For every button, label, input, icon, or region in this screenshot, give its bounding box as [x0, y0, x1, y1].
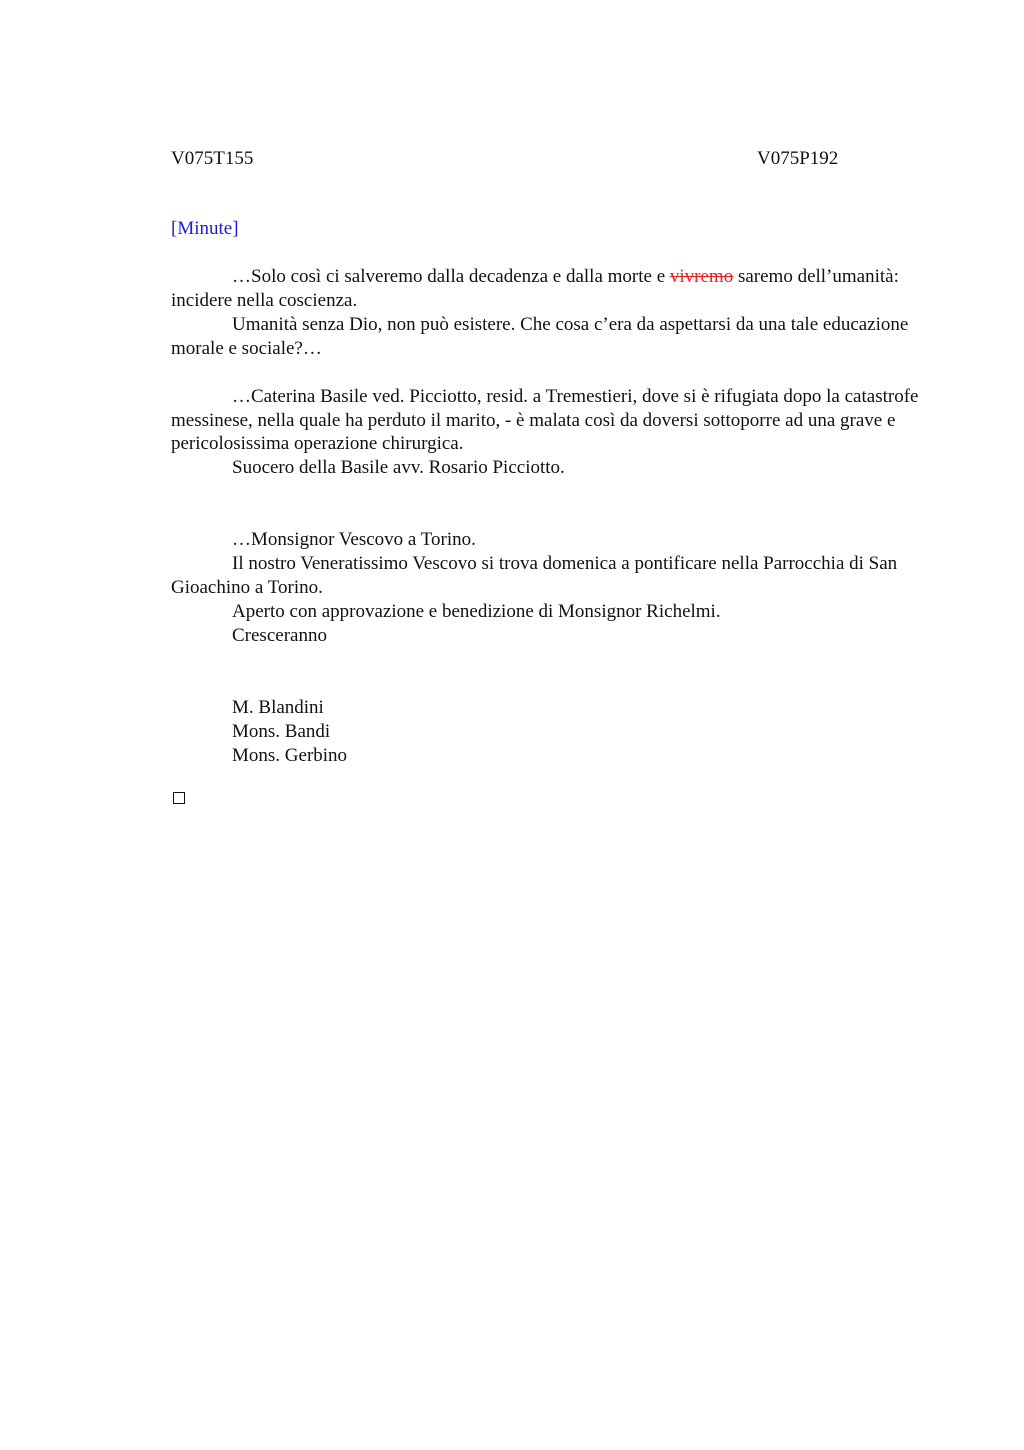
- paragraph-5: …Monsignor Vescovo a Torino.: [232, 529, 476, 551]
- paragraph-6: Il nostro Veneratissimo Vescovo si trova domenica a pontificare nella Parrocchia di San Gioachino a Torino.: [171, 553, 898, 599]
- paragraph-1-text-start: …Solo così ci salveremo dalla decadenza e dalla morte e: [232, 266, 670, 287]
- name-line: Mons. Bandi: [232, 720, 331, 742]
- paragraph-spacer: [171, 361, 931, 385]
- checkbox-square-icon[interactable]: [173, 792, 185, 804]
- paragraph-1: [171, 265, 931, 313]
- document-body: [171, 265, 931, 768]
- paragraph-1-text-end: saremo dell’umanità: incidere nella coscienza.: [171, 266, 899, 311]
- paragraph-8: Cresceranno: [232, 624, 327, 646]
- name-line: Mons. Gerbino: [232, 744, 348, 766]
- paragraph-spacer: [171, 480, 931, 528]
- paragraph-spacer: [171, 648, 931, 696]
- paragraph-7: Aperto con approvazione e benedizione di Monsignor Richelmi.: [232, 600, 721, 622]
- section-title: [Minute]: [171, 218, 239, 239]
- paragraph-4: Suocero della Basile avv. Rosario Picciotto.: [232, 457, 565, 479]
- paragraph-3: …Caterina Basile ved. Picciotto, resid. a Tremestieri, dove si è rifugiata dopo la catastrofe messinese, nella quale ha perduto il marito, - è malata così da doversi sottoporre ad una grave e pericolosissima operazione chirurgica.: [171, 385, 919, 455]
- deleted-word: vivremo: [669, 266, 734, 287]
- name-line: M. Blandini: [232, 696, 324, 718]
- document-code-right: V075P192: [757, 148, 839, 169]
- document-code-left: V075T155: [171, 148, 254, 169]
- paragraph-2: Umanità senza Dio, non può esistere. Che cosa c’era da aspettarsi da una tale educazione morale e sociale?…: [171, 313, 909, 359]
